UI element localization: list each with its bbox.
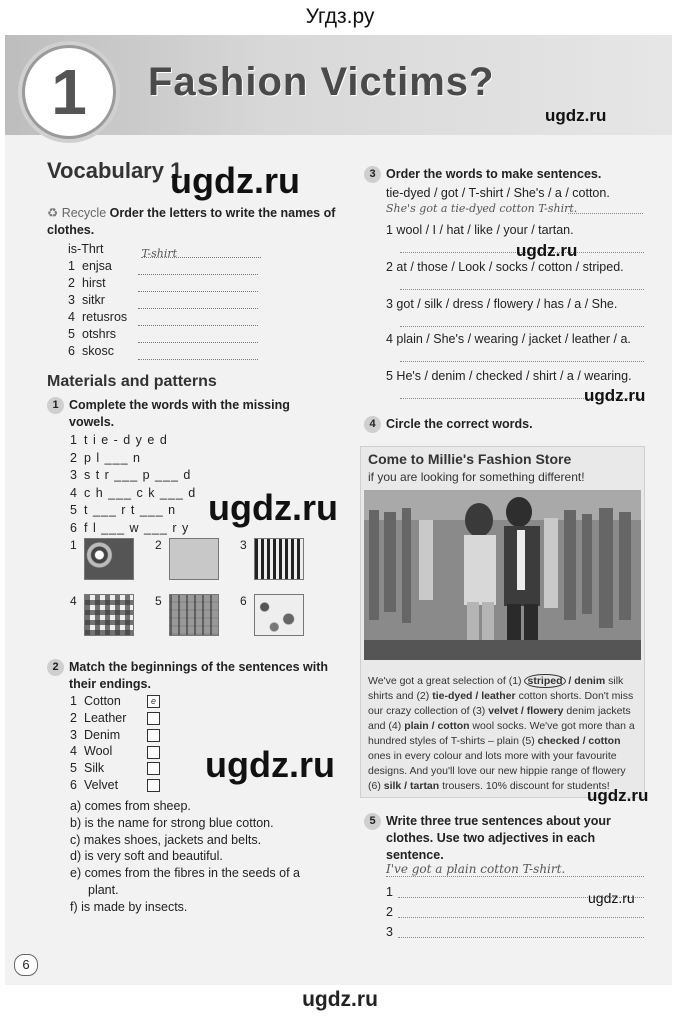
- answer-line: [138, 296, 258, 309]
- ex2-list: [70, 693, 160, 794]
- word-choice[interactable]: velvet / flowery: [488, 705, 564, 717]
- item-number: 5: [68, 327, 75, 341]
- scrambled-sentence: 4 plain / She's / wearing / jacket / leather / a.: [386, 332, 631, 346]
- ex4-instruction: Circle the correct words.: [386, 417, 533, 431]
- item-number: 2: [70, 450, 78, 465]
- list-item: [68, 326, 258, 343]
- picture-number: 5: [155, 594, 162, 608]
- store-photo: [364, 490, 641, 660]
- answer-line: [138, 330, 258, 343]
- ex2-number: 2: [47, 659, 64, 676]
- ex5-number: 5: [364, 813, 381, 830]
- watermark: ugdz.ru: [516, 241, 578, 260]
- pattern-swatch: [254, 594, 304, 636]
- answer-box[interactable]: [147, 729, 160, 742]
- site-footer: ugdz.ru: [302, 988, 378, 1011]
- ex5-example: I've got a plain cotton T-shirt.: [386, 862, 566, 876]
- list-item: [70, 520, 196, 538]
- advert-text-part: ones in every colour and lots more with your favourite designs. And you'll love our new hippie range of flowery (6): [368, 750, 626, 792]
- material-word: Leather: [84, 710, 127, 725]
- material-word: Denim: [84, 727, 121, 742]
- material-word: Wool: [84, 744, 113, 759]
- list-item: [70, 485, 196, 503]
- answer-box[interactable]: e: [147, 695, 160, 708]
- scrambled-sentence: 3 got / silk / dress / flowery / has / a / She.: [386, 297, 618, 311]
- pattern-swatch: [169, 594, 219, 636]
- watermark: ugdz.ru: [584, 386, 646, 405]
- advert-text: [368, 674, 640, 794]
- list-item: [70, 777, 160, 794]
- advert-text-part: trousers. 10% discount for students!: [439, 780, 610, 792]
- answer-line: [386, 876, 644, 877]
- list-item: [68, 309, 258, 326]
- picture-number: 1: [70, 538, 77, 552]
- sentence-ending: plant.: [88, 882, 119, 897]
- answer-line: [568, 213, 643, 214]
- picture-number: 3: [240, 538, 247, 552]
- answer-line: [138, 262, 258, 275]
- gapped-word: t i e - d y e d: [84, 433, 168, 447]
- ex3-example-a: She's got a tie-dyed cotton T-shirt.: [386, 202, 578, 215]
- list-item: [70, 710, 160, 727]
- item-number: 1: [70, 433, 78, 447]
- ex3-example-q: tie-dyed / got / T-shirt / She's / a / cotton.: [386, 186, 610, 200]
- page-number: 6: [14, 954, 38, 976]
- watermark: ugdz.ru: [545, 106, 607, 125]
- word-choice[interactable]: plain / cotton: [404, 720, 470, 732]
- answer-line: [138, 347, 258, 360]
- word-choice[interactable]: striped: [524, 674, 565, 688]
- item-number: 6: [70, 777, 77, 792]
- gapped-word: p l ___ n: [84, 450, 141, 465]
- word-choice[interactable]: silk / tartan: [383, 780, 440, 792]
- list-item: [70, 432, 196, 450]
- gapped-word: s t r ___ p ___ d: [84, 468, 192, 482]
- advert-text-part: cotton shorts. Don't miss our crazy collection of (3): [368, 690, 634, 717]
- item-number: 6: [70, 520, 78, 535]
- word-choice[interactable]: checked / cotton: [537, 735, 621, 747]
- advert-text-part: silk shirts and (2): [368, 675, 624, 702]
- advert-text-part: /: [565, 675, 575, 687]
- sentence-ending: e) comes from the fibres in the seeds of a: [70, 866, 300, 881]
- shop-scene-image: [364, 490, 641, 660]
- unit-number: 1: [22, 45, 116, 139]
- item-number: 3: [70, 727, 77, 742]
- list-item: [70, 743, 160, 760]
- gapped-word: f l ___ w ___ r y: [84, 520, 190, 535]
- item-number: 6: [68, 344, 75, 358]
- recycle-instruction-block: [47, 205, 337, 239]
- material-word: Cotton: [84, 694, 121, 708]
- scrambled-word: enjsa: [82, 259, 112, 273]
- sentence-ending: d) is very soft and beautiful.: [70, 849, 223, 864]
- pattern-swatch: [84, 594, 134, 636]
- item-number: 4: [68, 310, 75, 324]
- recycle-example-q: is-Thrt: [68, 242, 104, 256]
- item-number: 1: [68, 259, 75, 273]
- answer-box[interactable]: [147, 712, 160, 725]
- unit-title: Fashion Victims?: [148, 60, 495, 104]
- advert-text-part: denim jackets and (4): [368, 705, 631, 732]
- scrambled-word: retusros: [82, 310, 128, 324]
- scrambled-word: skosc: [82, 344, 114, 358]
- ex1-number: 1: [47, 397, 64, 414]
- sentence-ending: b) is the name for strong blue cotton.: [70, 815, 274, 830]
- answer-box[interactable]: [147, 762, 160, 775]
- line-number: 1: [386, 885, 393, 899]
- scrambled-word: hirst: [82, 276, 106, 290]
- recycle-example-a: T-shirt: [141, 245, 261, 258]
- materials-title: Materials and patterns: [47, 373, 217, 390]
- item-number: 4: [70, 485, 78, 500]
- sentence-ending: a) comes from sheep.: [70, 799, 191, 813]
- item-number: 3: [68, 293, 75, 307]
- list-item: [70, 760, 160, 777]
- watermark: ugdz.ru: [208, 487, 338, 528]
- recycle-list: [68, 258, 258, 360]
- watermark: ugdz.ru: [588, 890, 635, 906]
- picture-number: 6: [240, 594, 247, 608]
- answer-line: [138, 279, 258, 292]
- material-word: Silk: [84, 761, 105, 776]
- pattern-swatch: [84, 538, 134, 580]
- ex4-instruction-block: [364, 416, 533, 433]
- item-number: 1: [70, 694, 77, 708]
- item-number: 3: [70, 468, 78, 482]
- ex3-instruction: Order the words to make sentences.: [386, 167, 602, 181]
- answer-box[interactable]: [147, 746, 160, 759]
- ex4-number: 4: [364, 416, 381, 433]
- ex2-endings: [70, 798, 340, 916]
- item-number: 2: [68, 276, 75, 290]
- recycle-example: [68, 241, 261, 258]
- watermark: ugdz.ru: [205, 744, 335, 785]
- recycle-icon: ♻: [47, 206, 59, 220]
- list-item: [68, 275, 258, 292]
- advert-text-part: wool socks. We've got more than a hundred styles of T-shirts – plain (5): [368, 720, 635, 747]
- word-choice[interactable]: denim: [574, 675, 606, 687]
- ex1-instruction: Complete the words with the missing vowels.: [69, 398, 290, 429]
- sentence-ending: c) makes shoes, jackets and belts.: [70, 832, 262, 847]
- ex2-instruction: Match the beginnings of the sentences with their endings.: [69, 660, 329, 691]
- site-header: Угдз.ру: [305, 5, 375, 28]
- ex1-instruction-block: [47, 397, 337, 431]
- answer-line: [400, 289, 644, 290]
- item-number: 5: [70, 761, 77, 776]
- list-item: [70, 467, 196, 485]
- item-number: 2: [70, 710, 77, 725]
- advert-subtitle: if you are looking for something different!: [368, 470, 585, 484]
- answer-box[interactable]: [147, 779, 160, 792]
- sentence-ending: f) is made by insects.: [70, 899, 188, 914]
- scrambled-word: sitkr: [82, 293, 105, 307]
- ex2-instruction-block: [47, 659, 347, 693]
- ex5-instruction: Write three true sentences about your clothes. Use two adjectives in each sentence.: [386, 814, 611, 862]
- line-number: 2: [386, 905, 393, 919]
- item-number: 5: [70, 503, 78, 517]
- picture-number: 4: [70, 594, 77, 608]
- list-item: [68, 292, 258, 309]
- ex3-number: 3: [364, 166, 381, 183]
- item-number: 4: [70, 744, 77, 759]
- list-item: [68, 343, 258, 360]
- picture-number: 2: [155, 538, 162, 552]
- watermark: ugdz.ru: [170, 160, 300, 201]
- scrambled-word: otshrs: [82, 327, 117, 341]
- list-item: [70, 450, 196, 468]
- pattern-swatch: [169, 538, 219, 580]
- line-number: 3: [386, 925, 393, 939]
- advert-title: Come to Millie's Fashion Store: [368, 451, 572, 467]
- recycle-instruction: Order the letters to write the names of clothes.: [47, 206, 336, 237]
- list-item: [70, 727, 160, 744]
- material-word: Velvet: [84, 777, 119, 792]
- scrambled-sentence: 1 wool / I / hat / like / your / tartan.: [386, 223, 574, 237]
- answer-line: [400, 326, 644, 327]
- pattern-swatch: [254, 538, 304, 580]
- word-choice[interactable]: tie-dyed / leather: [432, 690, 516, 702]
- gapped-word: c h ___ c k ___ d: [84, 485, 197, 500]
- recycle-label: Recycle: [61, 206, 107, 220]
- advert-text-part: We've got a great selection of (1): [368, 675, 525, 687]
- scrambled-sentence: 2 at / those / Look / socks / cotton / striped.: [386, 260, 624, 274]
- ex5-instruction-block: [364, 813, 654, 864]
- list-item: [70, 693, 160, 710]
- scrambled-sentence: 5 He's / denim / checked / shirt / a / wearing.: [386, 369, 632, 383]
- answer-line: [138, 313, 258, 326]
- list-item: [68, 258, 258, 275]
- answer-line[interactable]: [398, 917, 644, 918]
- answer-line[interactable]: [398, 937, 644, 938]
- gapped-word: t ___ r t ___ n: [84, 503, 177, 517]
- answer-line: [400, 361, 644, 362]
- list-item: [70, 502, 196, 520]
- section-title: Vocabulary 1: [47, 158, 183, 183]
- watermark: ugdz.ru: [587, 786, 649, 805]
- ex1-list: [70, 432, 196, 537]
- ex3-instruction-block: [364, 166, 654, 183]
